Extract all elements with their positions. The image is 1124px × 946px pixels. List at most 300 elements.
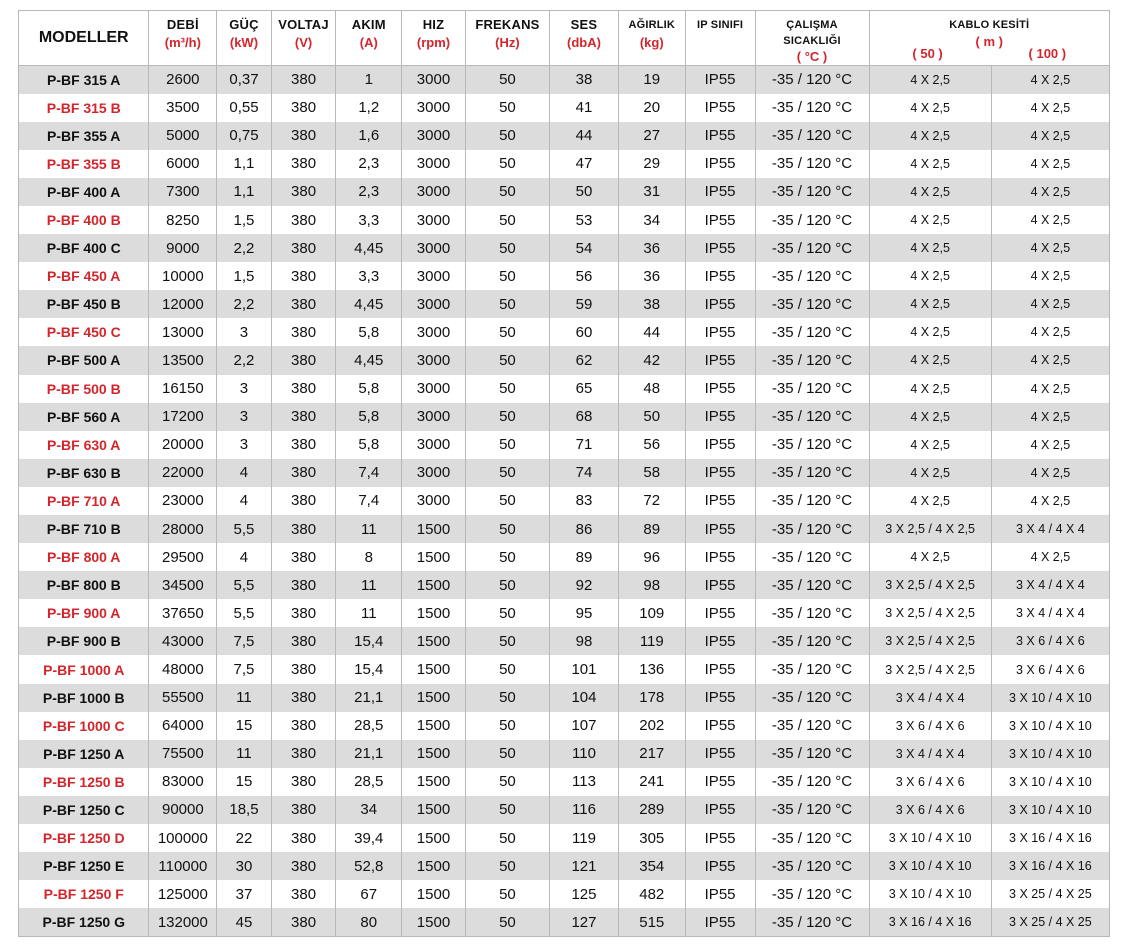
ses-cell: 60 <box>550 318 619 346</box>
table-row <box>19 122 1110 150</box>
cable-50m-cell: 3 X 4 / 4 X 4 <box>869 740 991 768</box>
hiz-cell: 1500 <box>402 740 466 768</box>
guc-cell: 5,5 <box>217 515 271 543</box>
frekans-cell: 50 <box>465 403 549 431</box>
ip-cell: IP55 <box>685 571 755 599</box>
debi-cell: 37650 <box>149 599 217 627</box>
cable-50m-cell: 4 X 2,5 <box>869 346 991 374</box>
temperature-cell: -35 / 120 °C <box>755 375 869 403</box>
guc-cell: 45 <box>217 908 271 936</box>
ses-cell: 107 <box>550 712 619 740</box>
table-row <box>19 206 1110 234</box>
akim-cell: 52,8 <box>336 852 402 880</box>
debi-cell: 125000 <box>149 880 217 908</box>
voltaj-cell: 380 <box>271 262 336 290</box>
hiz-cell: 1500 <box>402 768 466 796</box>
debi-cell: 12000 <box>149 290 217 318</box>
voltaj-cell: 380 <box>271 459 336 487</box>
hiz-cell: 3000 <box>402 346 466 374</box>
voltaj-cell: 380 <box>271 290 336 318</box>
guc-cell: 2,2 <box>217 346 271 374</box>
frekans-cell: 50 <box>465 318 549 346</box>
voltaj-cell: 380 <box>271 543 336 571</box>
frekans-cell: 50 <box>465 796 549 824</box>
cable-100m-cell: 4 X 2,5 <box>991 94 1109 122</box>
ses-cell: 74 <box>550 459 619 487</box>
ses-cell: 53 <box>550 206 619 234</box>
debi-cell: 17200 <box>149 403 217 431</box>
guc-cell: 4 <box>217 487 271 515</box>
voltaj-cell: 380 <box>271 627 336 655</box>
debi-cell: 29500 <box>149 543 217 571</box>
akim-cell: 1,6 <box>336 122 402 150</box>
ip-cell: IP55 <box>685 459 755 487</box>
akim-cell: 21,1 <box>336 684 402 712</box>
guc-cell: 7,5 <box>217 655 271 683</box>
cable-100m-cell: 3 X 10 / 4 X 10 <box>991 768 1109 796</box>
ses-cell: 83 <box>550 487 619 515</box>
ses-cell: 59 <box>550 290 619 318</box>
ip-cell: IP55 <box>685 403 755 431</box>
table-row <box>19 262 1110 290</box>
header-akim-unit: (A) <box>359 35 378 50</box>
temperature-cell: -35 / 120 °C <box>755 459 869 487</box>
hiz-cell: 1500 <box>402 824 466 852</box>
ip-cell: IP55 <box>685 431 755 459</box>
frekans-cell: 50 <box>465 431 549 459</box>
header-guc-title: GÜÇ <box>229 17 259 32</box>
header-kablo-title: KABLO KESİTİ <box>949 19 1030 31</box>
model-cell: P-BF 400 C <box>19 234 149 262</box>
model-cell: P-BF 560 A <box>19 403 149 431</box>
ses-cell: 44 <box>550 122 619 150</box>
temperature-cell: -35 / 120 °C <box>755 571 869 599</box>
agirlik-cell: 38 <box>618 290 685 318</box>
agirlik-cell: 36 <box>618 262 685 290</box>
ses-cell: 68 <box>550 403 619 431</box>
ses-cell: 116 <box>550 796 619 824</box>
model-cell: P-BF 400 B <box>19 206 149 234</box>
akim-cell: 2,3 <box>336 178 402 206</box>
frekans-cell: 50 <box>465 122 549 150</box>
cable-100m-cell: 3 X 4 / 4 X 4 <box>991 571 1109 599</box>
temperature-cell: -35 / 120 °C <box>755 768 869 796</box>
table-row <box>19 796 1110 824</box>
frekans-cell: 50 <box>465 824 549 852</box>
hiz-cell: 1500 <box>402 796 466 824</box>
agirlik-cell: 19 <box>618 66 685 94</box>
akim-cell: 21,1 <box>336 740 402 768</box>
ses-cell: 89 <box>550 543 619 571</box>
model-cell: P-BF 500 B <box>19 375 149 403</box>
cable-50m-cell: 4 X 2,5 <box>869 234 991 262</box>
guc-cell: 5,5 <box>217 599 271 627</box>
model-cell: P-BF 1250 C <box>19 796 149 824</box>
ses-cell: 101 <box>550 655 619 683</box>
table-row <box>19 740 1110 768</box>
voltaj-cell: 380 <box>271 712 336 740</box>
cable-50m-cell: 3 X 6 / 4 X 6 <box>869 796 991 824</box>
akim-cell: 5,8 <box>336 403 402 431</box>
hiz-cell: 1500 <box>402 880 466 908</box>
ip-cell: IP55 <box>685 178 755 206</box>
temperature-cell: -35 / 120 °C <box>755 234 869 262</box>
table-row <box>19 543 1110 571</box>
voltaj-cell: 380 <box>271 571 336 599</box>
cable-50m-cell: 3 X 2,5 / 4 X 2,5 <box>869 515 991 543</box>
frekans-cell: 50 <box>465 627 549 655</box>
model-cell: P-BF 400 A <box>19 178 149 206</box>
hiz-cell: 1500 <box>402 712 466 740</box>
ip-cell: IP55 <box>685 515 755 543</box>
cable-50m-cell: 3 X 6 / 4 X 6 <box>869 768 991 796</box>
hiz-cell: 3000 <box>402 206 466 234</box>
frekans-cell: 50 <box>465 599 549 627</box>
hiz-cell: 3000 <box>402 403 466 431</box>
akim-cell: 28,5 <box>336 712 402 740</box>
akim-cell: 1 <box>336 66 402 94</box>
ses-cell: 54 <box>550 234 619 262</box>
akim-cell: 11 <box>336 515 402 543</box>
model-cell: P-BF 1250 E <box>19 852 149 880</box>
frekans-cell: 50 <box>465 290 549 318</box>
table-row <box>19 234 1110 262</box>
debi-cell: 16150 <box>149 375 217 403</box>
temperature-cell: -35 / 120 °C <box>755 684 869 712</box>
table-row <box>19 768 1110 796</box>
model-cell: P-BF 315 A <box>19 66 149 94</box>
akim-cell: 1,2 <box>336 94 402 122</box>
debi-cell: 22000 <box>149 459 217 487</box>
table-row <box>19 178 1110 206</box>
table-row <box>19 571 1110 599</box>
temperature-cell: -35 / 120 °C <box>755 712 869 740</box>
agirlik-cell: 482 <box>618 880 685 908</box>
guc-cell: 15 <box>217 768 271 796</box>
header-calisma-title2: SICAKLIĞI <box>783 35 841 47</box>
table-body <box>19 66 1110 937</box>
temperature-cell: -35 / 120 °C <box>755 543 869 571</box>
cable-100m-cell: 3 X 10 / 4 X 10 <box>991 712 1109 740</box>
cable-100m-cell: 4 X 2,5 <box>991 459 1109 487</box>
cable-50m-cell: 3 X 4 / 4 X 4 <box>869 684 991 712</box>
temperature-cell: -35 / 120 °C <box>755 487 869 515</box>
cable-100m-cell: 3 X 10 / 4 X 10 <box>991 684 1109 712</box>
ip-cell: IP55 <box>685 94 755 122</box>
hiz-cell: 1500 <box>402 599 466 627</box>
header-calisma-title1: ÇALIŞMA <box>786 19 838 31</box>
hiz-cell: 3000 <box>402 262 466 290</box>
voltaj-cell: 380 <box>271 318 336 346</box>
agirlik-cell: 58 <box>618 459 685 487</box>
table-row <box>19 880 1110 908</box>
voltaj-cell: 380 <box>271 150 336 178</box>
guc-cell: 5,5 <box>217 571 271 599</box>
agirlik-cell: 72 <box>618 487 685 515</box>
table-row <box>19 150 1110 178</box>
model-cell: P-BF 450 C <box>19 318 149 346</box>
hiz-cell: 3000 <box>402 487 466 515</box>
ses-cell: 119 <box>550 824 619 852</box>
agirlik-cell: 29 <box>618 150 685 178</box>
agirlik-cell: 119 <box>618 627 685 655</box>
cable-100m-cell: 3 X 6 / 4 X 6 <box>991 627 1109 655</box>
ip-cell: IP55 <box>685 824 755 852</box>
header-frekans-title: FREKANS <box>475 17 540 32</box>
cable-50m-cell: 3 X 10 / 4 X 10 <box>869 880 991 908</box>
cable-100m-cell: 4 X 2,5 <box>991 431 1109 459</box>
table-row <box>19 318 1110 346</box>
ses-cell: 104 <box>550 684 619 712</box>
voltaj-cell: 380 <box>271 655 336 683</box>
ip-cell: IP55 <box>685 66 755 94</box>
voltaj-cell: 380 <box>271 94 336 122</box>
guc-cell: 11 <box>217 740 271 768</box>
voltaj-cell: 380 <box>271 908 336 936</box>
table-row <box>19 515 1110 543</box>
spec-table <box>18 10 1110 937</box>
temperature-cell: -35 / 120 °C <box>755 403 869 431</box>
cable-100m-cell: 4 X 2,5 <box>991 178 1109 206</box>
ip-cell: IP55 <box>685 768 755 796</box>
ip-cell: IP55 <box>685 206 755 234</box>
cable-50m-cell: 3 X 2,5 / 4 X 2,5 <box>869 599 991 627</box>
model-cell: P-BF 450 B <box>19 290 149 318</box>
ip-cell: IP55 <box>685 627 755 655</box>
temperature-cell: -35 / 120 °C <box>755 599 869 627</box>
table-row <box>19 94 1110 122</box>
model-cell: P-BF 355 A <box>19 122 149 150</box>
cable-100m-cell: 4 X 2,5 <box>991 375 1109 403</box>
header-calisma-unit: ( °C ) <box>796 49 828 64</box>
model-cell: P-BF 500 A <box>19 346 149 374</box>
cable-50m-cell: 3 X 10 / 4 X 10 <box>869 852 991 880</box>
table-row <box>19 852 1110 880</box>
voltaj-cell: 380 <box>271 178 336 206</box>
cable-50m-cell: 3 X 2,5 / 4 X 2,5 <box>869 571 991 599</box>
model-cell: P-BF 630 B <box>19 459 149 487</box>
frekans-cell: 50 <box>465 515 549 543</box>
frekans-cell: 50 <box>465 712 549 740</box>
guc-cell: 1,5 <box>217 262 271 290</box>
header-frekans <box>465 11 549 66</box>
table-row <box>19 627 1110 655</box>
temperature-cell: -35 / 120 °C <box>755 290 869 318</box>
cable-50m-cell: 4 X 2,5 <box>869 318 991 346</box>
ses-cell: 71 <box>550 431 619 459</box>
cable-50m-cell: 4 X 2,5 <box>869 290 991 318</box>
frekans-cell: 50 <box>465 852 549 880</box>
voltaj-cell: 380 <box>271 768 336 796</box>
temperature-cell: -35 / 120 °C <box>755 150 869 178</box>
akim-cell: 5,8 <box>336 375 402 403</box>
guc-cell: 1,1 <box>217 178 271 206</box>
model-cell: P-BF 1000 B <box>19 684 149 712</box>
voltaj-cell: 380 <box>271 403 336 431</box>
cable-50m-cell: 3 X 2,5 / 4 X 2,5 <box>869 627 991 655</box>
table-row <box>19 684 1110 712</box>
guc-cell: 3 <box>217 318 271 346</box>
ip-cell: IP55 <box>685 796 755 824</box>
ip-cell: IP55 <box>685 487 755 515</box>
guc-cell: 4 <box>217 459 271 487</box>
header-ses-title: SES <box>570 17 598 32</box>
voltaj-cell: 380 <box>271 599 336 627</box>
hiz-cell: 3000 <box>402 318 466 346</box>
model-cell: P-BF 1250 B <box>19 768 149 796</box>
cable-100m-cell: 4 X 2,5 <box>991 150 1109 178</box>
hiz-cell: 1500 <box>402 655 466 683</box>
header-calisma <box>755 11 869 66</box>
debi-cell: 10000 <box>149 262 217 290</box>
agirlik-cell: 289 <box>618 796 685 824</box>
voltaj-cell: 380 <box>271 234 336 262</box>
cable-50m-cell: 4 X 2,5 <box>869 66 991 94</box>
cable-100m-cell: 3 X 4 / 4 X 4 <box>991 515 1109 543</box>
temperature-cell: -35 / 120 °C <box>755 178 869 206</box>
agirlik-cell: 31 <box>618 178 685 206</box>
cable-50m-cell: 4 X 2,5 <box>869 543 991 571</box>
temperature-cell: -35 / 120 °C <box>755 318 869 346</box>
ses-cell: 98 <box>550 627 619 655</box>
debi-cell: 83000 <box>149 768 217 796</box>
hiz-cell: 1500 <box>402 852 466 880</box>
guc-cell: 0,55 <box>217 94 271 122</box>
guc-cell: 2,2 <box>217 290 271 318</box>
agirlik-cell: 241 <box>618 768 685 796</box>
cable-100m-cell: 4 X 2,5 <box>991 403 1109 431</box>
hiz-cell: 3000 <box>402 122 466 150</box>
temperature-cell: -35 / 120 °C <box>755 796 869 824</box>
cable-100m-cell: 3 X 16 / 4 X 16 <box>991 824 1109 852</box>
cable-50m-cell: 4 X 2,5 <box>869 431 991 459</box>
temperature-cell: -35 / 120 °C <box>755 206 869 234</box>
ip-cell: IP55 <box>685 122 755 150</box>
voltaj-cell: 380 <box>271 740 336 768</box>
model-cell: P-BF 900 A <box>19 599 149 627</box>
table-row <box>19 655 1110 683</box>
model-cell: P-BF 710 A <box>19 487 149 515</box>
temperature-cell: -35 / 120 °C <box>755 852 869 880</box>
debi-cell: 13500 <box>149 346 217 374</box>
cable-100m-cell: 4 X 2,5 <box>991 543 1109 571</box>
ip-cell: IP55 <box>685 852 755 880</box>
agirlik-cell: 27 <box>618 122 685 150</box>
akim-cell: 5,8 <box>336 318 402 346</box>
agirlik-cell: 305 <box>618 824 685 852</box>
hiz-cell: 3000 <box>402 66 466 94</box>
debi-cell: 64000 <box>149 712 217 740</box>
ip-cell: IP55 <box>685 375 755 403</box>
hiz-cell: 3000 <box>402 290 466 318</box>
hiz-cell: 1500 <box>402 908 466 936</box>
akim-cell: 11 <box>336 599 402 627</box>
guc-cell: 30 <box>217 852 271 880</box>
ip-cell: IP55 <box>685 262 755 290</box>
hiz-cell: 1500 <box>402 515 466 543</box>
agirlik-cell: 42 <box>618 346 685 374</box>
voltaj-cell: 380 <box>271 122 336 150</box>
voltaj-cell: 380 <box>271 684 336 712</box>
ses-cell: 113 <box>550 768 619 796</box>
frekans-cell: 50 <box>465 487 549 515</box>
debi-cell: 9000 <box>149 234 217 262</box>
guc-cell: 3 <box>217 403 271 431</box>
frekans-cell: 50 <box>465 740 549 768</box>
table-row <box>19 599 1110 627</box>
model-cell: P-BF 355 B <box>19 150 149 178</box>
guc-cell: 1,5 <box>217 206 271 234</box>
akim-cell: 67 <box>336 880 402 908</box>
header-ip-title: IP SINIFI <box>696 19 744 31</box>
header-kablo-50: ( 50 ) <box>912 46 943 61</box>
frekans-cell: 50 <box>465 684 549 712</box>
cable-50m-cell: 4 X 2,5 <box>869 375 991 403</box>
table-row <box>19 712 1110 740</box>
frekans-cell: 50 <box>465 346 549 374</box>
header-ses-unit: (dbA) <box>567 35 601 50</box>
cable-50m-cell: 3 X 2,5 / 4 X 2,5 <box>869 655 991 683</box>
hiz-cell: 1500 <box>402 543 466 571</box>
ses-cell: 92 <box>550 571 619 599</box>
debi-cell: 75500 <box>149 740 217 768</box>
agirlik-cell: 217 <box>618 740 685 768</box>
cable-50m-cell: 4 X 2,5 <box>869 459 991 487</box>
header-frekans-unit: (Hz) <box>495 35 520 50</box>
temperature-cell: -35 / 120 °C <box>755 66 869 94</box>
voltaj-cell: 380 <box>271 66 336 94</box>
akim-cell: 39,4 <box>336 824 402 852</box>
ses-cell: 62 <box>550 346 619 374</box>
voltaj-cell: 380 <box>271 375 336 403</box>
temperature-cell: -35 / 120 °C <box>755 627 869 655</box>
cable-50m-cell: 4 X 2,5 <box>869 262 991 290</box>
guc-cell: 11 <box>217 684 271 712</box>
agirlik-cell: 50 <box>618 403 685 431</box>
temperature-cell: -35 / 120 °C <box>755 431 869 459</box>
akim-cell: 7,4 <box>336 459 402 487</box>
cable-100m-cell: 4 X 2,5 <box>991 290 1109 318</box>
ses-cell: 56 <box>550 262 619 290</box>
temperature-cell: -35 / 120 °C <box>755 824 869 852</box>
model-cell: P-BF 710 B <box>19 515 149 543</box>
ip-cell: IP55 <box>685 880 755 908</box>
agirlik-cell: 202 <box>618 712 685 740</box>
header-guc-unit: (kW) <box>229 35 259 50</box>
temperature-cell: -35 / 120 °C <box>755 908 869 936</box>
akim-cell: 5,8 <box>336 431 402 459</box>
model-cell: P-BF 900 B <box>19 627 149 655</box>
voltaj-cell: 380 <box>271 346 336 374</box>
frekans-cell: 50 <box>465 178 549 206</box>
header-debi <box>149 11 217 66</box>
guc-cell: 0,37 <box>217 66 271 94</box>
akim-cell: 8 <box>336 543 402 571</box>
ip-cell: IP55 <box>685 543 755 571</box>
table-row <box>19 375 1110 403</box>
cable-100m-cell: 3 X 10 / 4 X 10 <box>991 796 1109 824</box>
cable-100m-cell: 3 X 4 / 4 X 4 <box>991 599 1109 627</box>
table-row <box>19 908 1110 936</box>
akim-cell: 2,3 <box>336 150 402 178</box>
header-voltaj-unit: (V) <box>294 35 313 50</box>
debi-cell: 100000 <box>149 824 217 852</box>
akim-cell: 3,3 <box>336 262 402 290</box>
cable-100m-cell: 3 X 25 / 4 X 25 <box>991 880 1109 908</box>
ses-cell: 121 <box>550 852 619 880</box>
ip-cell: IP55 <box>685 655 755 683</box>
agirlik-cell: 98 <box>618 571 685 599</box>
